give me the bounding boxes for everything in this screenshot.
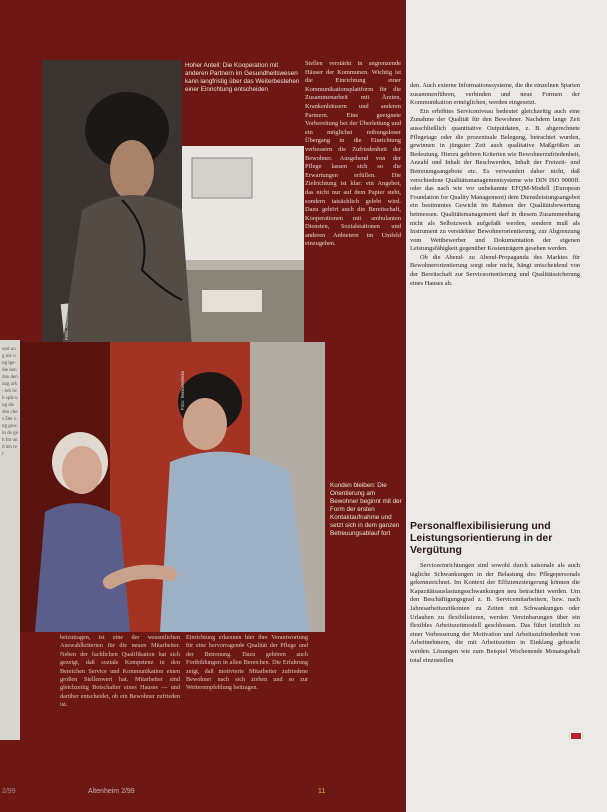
- photo-credit-2: Foto: Seniorenheim: [180, 370, 185, 410]
- caption-bottom: Kunden bleiben: Die Orientierung am Bewohner beginnt mit der Form der ersten Kontaktaufnahme und setzt sich in dem ganzen Betreuungsablauf fort: [330, 482, 402, 537]
- section-text: Serviceeinrichtungen sind sowohl durch saisonale als auch tägliche Schwankungen in der Belastung des Pflegepersonals gekennzeichnet. Im Kontext der Effizienzsteigerung können die Kapazitätsauslastungsschwankungen neu betrachtet werden. Um den Beschäftigungsgrad z. B. Servicemitarbeitern, bzw. nach Jahresarbeitszeitkonten zu Zeiten mit Schwankungen oder Urlauben zu flexibilisieren, werden Vereinbarungen über ein flexibles Arbeitszeitmodell geschlossen. Das führt letztlich zu einer Verbesserung der Motivation und Arbeitszufriedenheit von Arbeitnehmern, die mit Arbeitszeiten in Einklang gebracht werden. Lösungen wie zum Beispiel Wochenende Monatsgehalt total einzustellen: [410, 562, 580, 664]
- footer-magazine: Altenheim 2/99: [88, 788, 135, 795]
- left-strip-text: und ung uie ung ige- die hen dan den ung ark- ieh lich spät ung die den ches Der ung gesc in de geh Im und ten rer: [2, 347, 18, 457]
- right-paragraph-3: Ob die Abend- zu Abend-Propaganda des Marktes für Bewohnerorientierung sorgt oder nicht, hängt entscheidend von der Bereitschaft zur Serviceorientierung und Qualitätssicherung eines Hauses ab.: [410, 253, 580, 287]
- section-heading: Personalflexibilisierung und Leistungsorientierung in der Vergütung: [410, 520, 553, 556]
- footer-page-number: 11: [318, 788, 326, 795]
- footer-left: 2/99: [2, 788, 16, 795]
- right-paragraph-1: den. Auch externe Informationssysteme, die die einzelnen Sparten zusammenführen, verbinden und neue Formen der Kommunikation ermöglichen, werden eingesetzt.: [410, 82, 580, 107]
- end-mark-icon: [571, 733, 581, 739]
- caption-top: Hoher Anteil: Die Kooperation mit anderen Partnern im Gesundheitswesen kann langfristig über das Weiterbestehen einer Einrichtung entscheiden: [185, 62, 300, 93]
- right-text-column: [410, 82, 580, 482]
- photo-handshake: [20, 342, 325, 632]
- middle-text-column: Stellen verstärkt in angrenzende Häuser der Kommunen. Wichtig ist die Einrichtung einer Kommunikationsplattform für die Zusammenarbeit mit Ärzten, Krankenhäusern und anderen Partnern. Eine geeignete Vorbereitung bei der Überleitung und ein möglichst reibungsloser Übergang in die Einrichtung verbessern die Zufriedenheit der Bewohner. Ausgehend von der Pflege lassen sich so die Erwartungen erfüllen. Die Zielrichtung ist klar: ein Angebot, das nicht nur auf dem Papier steht, sondern tatsächlich gelebt wird. Dazu gehört auch die Bereitschaft, Kooperationen mit ambulanten Diensten, Sozialstationen und anderen Anbietern im Umfeld einzugehen.: [305, 60, 401, 248]
- right-paragraph-2: Ein erhöhtes Serviceniveau bedeutet gleichzeitig auch eine Zunahme der Qualität für den Bewohner. Nachdem lange Zeit ausschließlich quantitative Outputdaten, z. B. abgerechnete Pflegetage oder die prozentuale Belegung, betrachtet wurden, gewinnen in jüngster Zeit auch qualitative Maßgrößen an Bedeutung. Hierzu gehören Kriterien wie Bewohnerzufriedenheit, Anzahl und Inhalt der Beschwerden, Inhalt der Freizeit- und Betreuungsangebote etc. Es verwundert daher nicht, daß verschiedene Qualitätsmanagementsysteme wie DIN ISO 9000ff. oder das nach wie vor unbekannte EFQM-Modell (European Foundation for Quality Management) dem Dienstleistungsangebot ein bestimmtes Gewicht im Rahmen der Qualitätsbewertung beimessen. Qualitätsmanagement darf in diesem Zusammenhang nicht als Selbstzweck aufgefaßt werden, sondern muß als Instrument zu verstärkter Bewohnerorientierung, zur Abgrenzung vom Wettbewerber und Dokumentation der eigenen Leistungsfähigkeit gegenüber Kostenträgern gesehen werden.: [410, 107, 580, 253]
- bottom-right-text: Einrichtung erkennen hier ihre Verantwortung für eine hervorragende Qualität der Pflege und der Betreuung. Dazu gehören auch Fortbildungen in allen Bereichen. Die Erfahrung zeigt, daß motivierte Mitarbeiter zufriedene Bewohner nach sich ziehen und so zur Weiterempfehlung beitragen.: [186, 634, 308, 692]
- bottom-left-text: beizutragen, ist eine der wesentlichen Auswahlkriterien für die neuen Mitarbeiter. Neben der fachlichen Qualifikation hat sich gezeigt, daß soziale Kompetenz in den Bereichen Service und Kommunikation einen großen Stellenwert hat. Mitarbeiter sind gleichzeitig Botschafter eines Hauses — und darüber entscheidet, ob ein Bewohner zufrieden ist.: [60, 634, 180, 709]
- photo-credit-1: Foto: Ärzteschaft: [64, 305, 69, 340]
